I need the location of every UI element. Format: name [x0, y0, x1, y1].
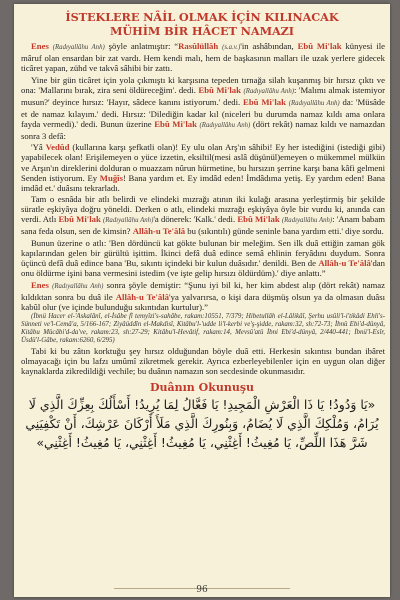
text: : 'Anam babam sana feda olsun, sen de kimsin? — [21, 214, 386, 237]
name-allah: Allâh-u Te'âlâ — [132, 226, 186, 237]
text: 'Yâ — [31, 142, 46, 153]
text: 'ya yalvarırsa, o kişi dara düşmüş olsun ya da olmasın duâsı kabûl olur (ve içinde bulunduğu sıkıntıdan kurtulur).” — [21, 291, 385, 312]
text: Bunun üzerine o atlı: 'Ben dördüncü kat gökte bulunan bir meleğim. Sen ilk duâ ettiğin zaman gök kapılarından gelen bir gürültü işittim. İkinci defâ duâ edince semâ ehlinin feryâdını duydum. Sonra üçüncü defâ duâ edince bana 'Bu, sıkıntı içindeki bir kulun duâsıdır.' denildi. Ben de — [21, 237, 385, 268]
name-ebu-milak: Ebû Mi'lak — [58, 214, 101, 225]
dua-heading: Duânın Okunuşu — [149, 381, 255, 395]
name-ebu-milak: Ebû Mi'lak — [154, 118, 197, 129]
source-citation: (İbnü Hacer el-'Askalânî, el-İsâbe fî temyîzi's-sahâbe, rakam:10551, 7/379; Hibetullâh el-Lâlikâî, Şerhu usûli'l-i'tikâdi Ehli's-Sünneti ve'l-Cemâ'a, 5/166-167; Ziyâüddîn el-Makdisî, Kitâbu'l-'udde li'l-kerbi ve'ş-şidde, rakam:32, sh:72-73; İbnü Ebi'd-dünyâ, Kitâbu Mücâbi'd-da've, rakam:23, sh:27-29; Kitâbu'l-Hevâtif, rakam:14, Mevsû'atü İbni Ebi'd-dünyâ, 2/440-441; İbnü'l-Esîr, Üsdü'l-Gâbe, rakam:6260, 6/295) — [21, 312, 385, 344]
page-title — [18, 10, 386, 38]
paragraph-3 — [21, 142, 385, 192]
name-allah: Allâh-u Te'âlâ — [318, 257, 371, 268]
name-ebu-milak: Ebû Mi'lak — [297, 41, 342, 51]
name-ebu-milak: Ebû Mi'lak — [198, 84, 241, 95]
page-number — [14, 585, 390, 595]
text: şöyle anlatmıştır: “ — [104, 41, 179, 51]
book-page — [14, 4, 390, 597]
arabic-dua-text: «يَا وَدُودُ! يَا ذَا الْعَرْشِ الْمَجِيدِ! يَا فَعَّالُ لِمَا يُرِيدُ! أَسْأَلُكَ بِعِزِّكَ الَّذِي لَا يُرَامُ، وَمُلْكِكَ الَّذِي لَا يُضَامُ، وَبِنُورِكَ الَّذِي مَلَأَ أَرْكَانَ عَرْشِكَ، أَنْ تَكْفِيَنِي شَرَّ هَذَا اللِّصِّ، يَا مُغِيثُ! أَغِثْنِي، يَا مُغِيثُ! أَغِثْنِي، يَا مُغِيثُ! أَغِثْنِي» — [25, 397, 379, 451]
text: sonra şöyle demiştir: “Şunu iyi bil ki, her kim abdest alıp (dört rekât) namaz kıldıktan sonra bu duâ ile — [21, 279, 386, 302]
text: 'a dönerek: 'Kalk.' dedi. — [153, 214, 238, 225]
honorific: (Radıyallâhu Anh) — [288, 99, 340, 107]
divine-name: Vedûd — [45, 142, 70, 153]
paragraph-2 — [21, 75, 385, 141]
honorific: (Radıyallâhu Anh) — [52, 282, 104, 290]
text: (dört rekât) namaz kıldı ve namazdan sonra 3 defâ: — [21, 118, 386, 141]
paragraph-4 — [21, 194, 385, 236]
text: : 'Malımı almak istemiyor musun?' deyince hırsız: 'Hayır, sâdece kanını istiyorum.' dedi. — [21, 84, 386, 107]
text: künyesi ile mâruf olan ensardan bir zat vardı. Hem kendi malı, hem de başkasının malları ile uzak yerlere gidecek ticâret yapan, zühd ve takvâ sâhibi bir zattı. — [21, 41, 386, 74]
honorific: (Radıyallâhu Anh) — [281, 217, 333, 225]
honorific: (Radıyallâhu Anh) — [199, 121, 251, 129]
text: ! Bana yardım et. Ey imdâd eden! İmdâdıma yetiş. Ey yardım eden! Bana imdâd et.' duâsını tekrarladı. — [21, 172, 385, 193]
paragraph-6 — [21, 280, 385, 345]
text: Yine bir gün ticâret için yola çıkmıştı ki karşısına tepeden tırnağa silah kuşanmış bir hırsız çıktı ve ona: 'Mallarını bırak, zira seni öldüreceğim'. dedi. — [21, 74, 385, 95]
page-number-label: 96 — [196, 585, 208, 595]
name-ebu-milak: Ebû Mi'lak — [237, 214, 280, 225]
text: 'dan onu öldürme işini bana vermesini istedim (ve işte gelip hırsızı öldürdüm).' diye anlattı.” — [21, 257, 385, 278]
name-allah: Allâh-u Te'âlâ — [115, 291, 170, 302]
honorific: (s.a.v.) — [222, 44, 241, 51]
page-body — [21, 41, 385, 376]
text: Tam o esnâda bir atlı belirdi ve elindeki mızrağı atının iki kulağı arasına yerleştirmiş bir şekilde süratle eşkiyâya doğru yöneldi. Derken o atlı, elindeki mızrağı eşkiyâya öyle bir vurdu ki, anında can verdi. Atlı — [21, 194, 385, 225]
honorific: (Radıyallâhu Anh) — [243, 87, 295, 95]
name-ebu-milak: Ebû Mi'lak — [243, 96, 286, 107]
paragraph-5 — [21, 238, 385, 278]
title-line-1: İSTEKLERE NÂİL OLMAK İÇİN KILINACAK — [65, 10, 339, 24]
name-enes: Enes — [31, 41, 49, 51]
paragraph-7: Tabi ki bu zâtın korktuğu şey hırsız olduğundan böyle duâ etti. Herkesin sıkıntısı bundan ibâret olmayacağı için bu lafzı umûmî zikretmek gerekir. Ayrıca ezberleyebilenler için en uygun olan diğer kaynaklarda zikredildiği vechile; bu duânın namazın son secdesinde okunmasıdır. — [21, 346, 385, 377]
name-enes: Enes — [31, 279, 49, 290]
honorific: (Radıyallâhu Anh) — [103, 217, 154, 225]
honorific: (Radıyallâhu Anh) — [52, 44, 105, 51]
text: da: 'Müsâde et de namaz kılayım.' dedi. Hırsız: 'Dilediğin kadar kıl (niceleri bu durumda namaz kıldı ama onlara fayda vermedi).' dedi. Bunun üzerine — [21, 96, 386, 129]
text: 'in ashâbından, — [240, 41, 298, 51]
text: bu (sıkıntılı) günde seninle bana yardım etti.' diye sordu. — [185, 226, 384, 237]
text: (kullarına karşı şefkatli olan)! Ey ulu olan Arş'ın sâhibi! Ey her istediğini (istediği gibi) yapabilecek olan! Erişilemeyen o yüce izzetin, eksiltil(mesi aslâ düşünül)emeyen o mükemmel mülkün ve Arşın'ın direklerini dolduran o muazzam nûrun hürmetine, bu hırsızın şerrine karşı bana kâfi gelmeni Senden istiyorum. Ey — [21, 142, 385, 183]
name-rasulullah: Rasûlüllâh — [178, 41, 219, 51]
paragraph-1 — [21, 41, 385, 73]
divine-name: Muğîs — [99, 172, 123, 183]
title-line-2: MÜHİM BİR HÂCET NAMAZI — [110, 24, 294, 38]
